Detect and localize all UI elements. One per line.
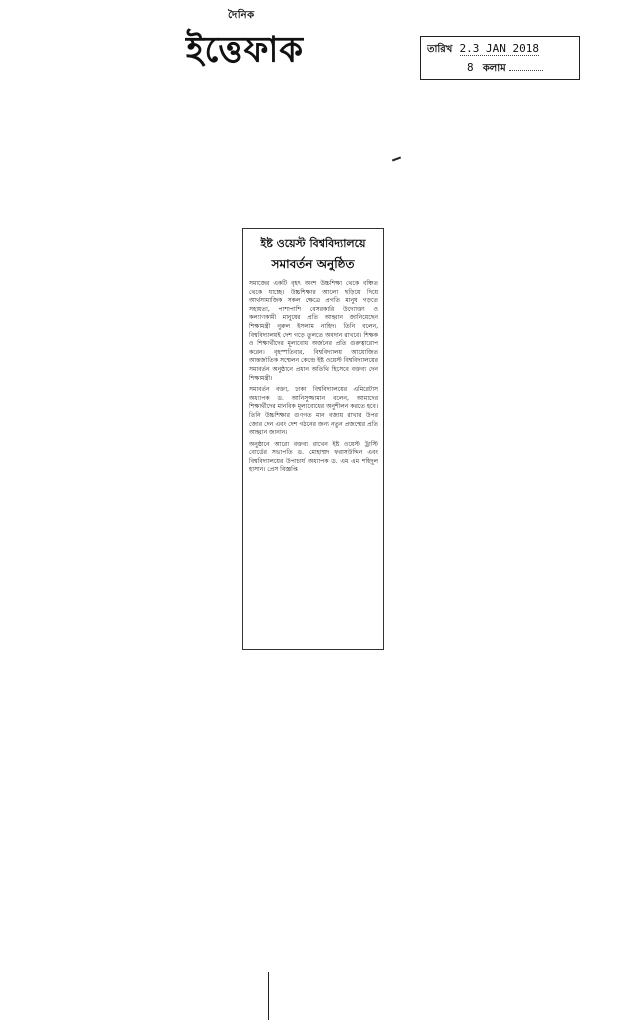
scan-speck: [392, 157, 401, 162]
date-row: [427, 42, 573, 59]
newspaper-masthead: ইত্তেফাক: [186, 28, 305, 71]
date-value: 2.3 JAN 2018: [459, 42, 540, 55]
clipping-headline-line-1: ইষ্ট ওয়েস্ট বিশ্ববিদ্যালয়ে: [260, 237, 366, 250]
page-value: 8: [467, 61, 474, 74]
clipping-paragraph: অনুষ্ঠানে আরো বক্তব্য রাখেন ইষ্ট ওয়েস্ট ট্রাস্টি বোর্ডের সভাপতি ড. মোহাম্মদ ফরাসউদ্দিন এবং বিশ্ববিদ্যালয়ের উপাচার্য অধ্যাপক ড. এম এম শহিদুল হাসান। প্রেস বিজ্ঞপ্তি: [249, 440, 378, 474]
masthead-prefix: দৈনিক: [228, 10, 255, 21]
date-stamp-box: [420, 36, 580, 80]
clipping-paragraph: সমাজের একটি বৃহৎ অংশ উচ্চশিক্ষা থেকে বঞ্চিত থেকে যাচ্ছে। উচ্চশিক্ষার আলো ছড়িয়ে দিয়ে আর্থসামাজিক সকল ক্ষেত্রে প্রগতি মানুষ গড়তে সহায়তা, পাশাপাশি বেসরকারি উদ্যোক্তা ও কল্যাণকামী মানুষের প্রতি আহ্বান জানিয়েছেন শিক্ষামন্ত্রী নুরুল ইসলাম নাহিদ। তিনি বলেন, বিশ্ববিদ্যালয়ই দেশ গড়ে তুলতে অবদান রাখবে। শিক্ষক ও শিক্ষার্থীদের মূল্যবোধ অর্জনের প্রতি গুরুত্বারোপ করেন। বৃহস্পতিবার, বিশ্ববিদ্যালয় আয়োজিত আন্তর্জাতিক সম্মেলন কেন্দ্রে ইষ্ট ওয়েস্ট বিশ্ববিদ্যালয়ের সমাবর্তন অনুষ্ঠানে প্রধান অতিথি হিসেবে বক্তব্য দেন শিক্ষামন্ত্রী।: [249, 280, 378, 382]
clipping-body: [243, 276, 383, 475]
page-row: [427, 61, 573, 78]
clipping-headline-line-2: সমাবর্তন অনুষ্ঠিত: [271, 257, 355, 271]
scan-line-artifact: [268, 972, 269, 1020]
clipping-paragraph: সমাবর্তন বক্তা, ঢাকা বিশ্ববিদ্যালয়ের এমিরেটাস অধ্যাপক ড. আনিসুজ্জামান বলেন, আমাদের শিক্ষার্থীদের মানবিক মূল্যবোধের অনুশীলন করতে হবে। তিনি উচ্চশিক্ষার গুণগত মান বজায় রাখার উপর জোর দেন এবং দেশ গঠনের জন্য নতুন প্রজন্মের প্রতি আহ্বান জানান।: [249, 386, 378, 437]
page-label: কলাম: [482, 63, 506, 74]
newspaper-clipping: [242, 228, 384, 650]
date-label: তারিখ: [427, 44, 453, 55]
page-dots: [509, 70, 543, 71]
